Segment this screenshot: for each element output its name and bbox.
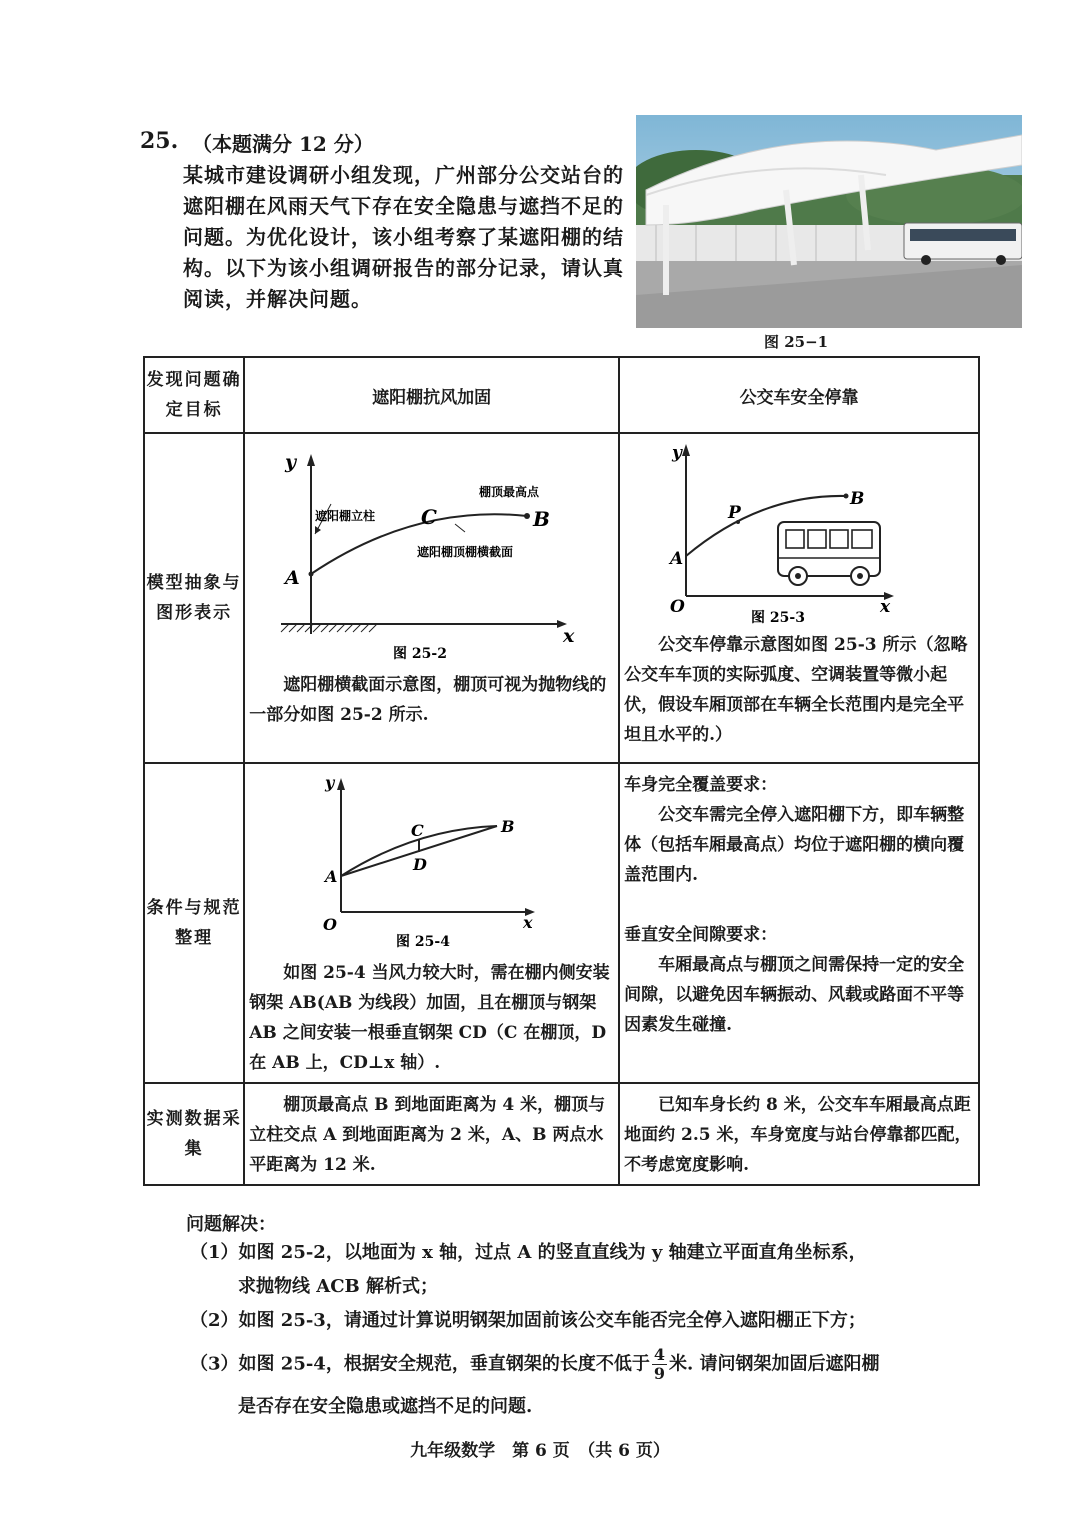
question-3-part2: 米. 请问钢架加固后遮阳棚 <box>668 1353 880 1375</box>
question-intro: 某城市建设调研小组发现，广州部分公交站台的遮阳棚在风雨天气下存在安全隐患与遮挡不足的问题。为优化设计，该小组考察了某遮阳棚的结构。以下为该小组调研报告的部分记录，请认真阅读，并解决问题。 <box>183 163 624 311</box>
bus-shelter-photo <box>636 115 1022 328</box>
fraction-denominator: 9 <box>653 1364 665 1383</box>
fig-25-2-cell <box>244 433 619 763</box>
fig-25-3 <box>620 434 977 626</box>
question-3-line1 <box>190 1346 880 1383</box>
fig254-y: y <box>325 773 335 792</box>
fig252-x: x <box>563 625 575 647</box>
fig252-label-section: 遮阳棚顶棚横截面 <box>417 545 514 559</box>
report-table <box>143 356 980 1186</box>
fig-25-3-cell <box>619 433 979 763</box>
fig252-label-top: 棚顶最高点 <box>479 485 540 499</box>
fig-25-2 <box>245 434 617 666</box>
fig252-caption: 图 25-2 <box>393 646 448 662</box>
fig252-y: y <box>285 451 297 473</box>
row1-label: 模型抽象与图形表示 <box>144 433 244 763</box>
data-right-text: 已知车身长约 8 米，公交车车厢最高点距地面约 2.5 米，车身宽度与站台停靠都匹配，不考虑宽度影响. <box>624 1095 972 1175</box>
gap-text: 车厢最高点与棚顶之间需保持一定的安全间隙，以避免因车辆振动、风载或路面不平等因素发生碰撞. <box>624 955 965 1035</box>
fig253-O: O <box>670 597 685 617</box>
question-score: （本题满分 12 分） <box>192 132 374 156</box>
row2-label: 条件与规范整理 <box>144 763 244 1083</box>
fig254-O: O <box>323 915 338 934</box>
cover-text: 公交车需完全停入遮阳棚下方，即车辆整体（包括车厢最高点）均位于遮阳棚的横向覆盖范围内. <box>624 805 965 885</box>
question-1-line1: （1）如图 25-2，以地面为 x 轴，过点 A 的竖直直线为 y 轴建立平面直角坐标系， <box>190 1242 867 1263</box>
col1-title: 遮阳棚抗风加固 <box>244 357 619 433</box>
fig253-A: A <box>670 549 684 569</box>
fig252-C: C <box>421 505 438 529</box>
fig252-A: A <box>285 567 300 589</box>
question-2: （2）如图 25-3，请通过计算说明钢架加固前该公交车能否完全停入遮阳棚正下方； <box>190 1310 866 1331</box>
row3-label: 实测数据采集 <box>144 1083 244 1185</box>
fig253-B: B <box>850 489 865 509</box>
fig253-y: y <box>672 443 683 463</box>
requirements-cell <box>619 763 979 1083</box>
question-number: 25. <box>140 128 179 154</box>
data-left-cell <box>244 1083 619 1185</box>
fig254-B: B <box>501 817 515 836</box>
fraction-4-9 <box>652 1346 667 1383</box>
data-right-cell <box>619 1083 979 1185</box>
photo-caption: 图 25−1 <box>764 333 829 351</box>
data-left-text: 棚顶最高点 B 到地面距离为 4 米，棚顶与立柱交点 A 到地面距离为 2 米，A、B 两点水平距离为 12 米. <box>249 1095 606 1175</box>
question-3-line2: 是否存在安全隐患或遮挡不足的问题. <box>238 1396 533 1417</box>
question-1-line2: 求抛物线 ACB 解析式； <box>238 1276 439 1297</box>
fig252-label-post: 遮阳棚立柱 <box>315 509 376 523</box>
fig253-text: 公交车停靠示意图如图 25-3 所示（忽略公交车车顶的实际弧度、空调装置等微小起伏，假设车厢顶部在车辆全长范围内是完全平坦且水平的.） <box>624 635 968 745</box>
fig252-B: B <box>533 507 551 531</box>
fig253-P: P <box>728 503 741 523</box>
fig254-A: A <box>325 867 338 886</box>
fig252-text: 遮阳棚横截面示意图，棚顶可视为抛物线的一部分如图 25-2 所示. <box>249 675 607 725</box>
fig-25-4 <box>245 764 617 954</box>
fig254-x: x <box>523 913 533 932</box>
question-3-part1: （3）如图 25-4，根据安全规范，垂直钢架的长度不低于 <box>190 1353 650 1375</box>
fig254-C: C <box>411 821 424 840</box>
col-header: 发现问题确定目标 <box>144 357 244 433</box>
fig253-caption: 图 25-3 <box>751 610 806 626</box>
fig-25-4-cell <box>244 763 619 1083</box>
questions-heading: 问题解决： <box>186 1214 276 1235</box>
page-footer: 九年级数学 第 6 页 （共 6 页） <box>410 1441 670 1461</box>
fig254-text: 如图 25-4 当风力较大时，需在棚内侧安装钢架 AB(AB 为线段）加固，且在棚顶与钢架 AB 之间安装一根垂直钢架 CD（C 在棚顶，D 在 AB 上，CD⊥x 轴）. <box>249 963 610 1073</box>
cover-title: 车身完全覆盖要求： <box>624 775 778 795</box>
fig254-caption: 图 25-4 <box>396 934 451 950</box>
gap-title: 垂直安全间隙要求： <box>624 925 778 945</box>
fig254-D: D <box>413 855 428 874</box>
fig253-x: x <box>880 597 891 617</box>
fraction-numerator: 4 <box>653 1345 665 1364</box>
col2-title: 公交车安全停靠 <box>619 357 979 433</box>
